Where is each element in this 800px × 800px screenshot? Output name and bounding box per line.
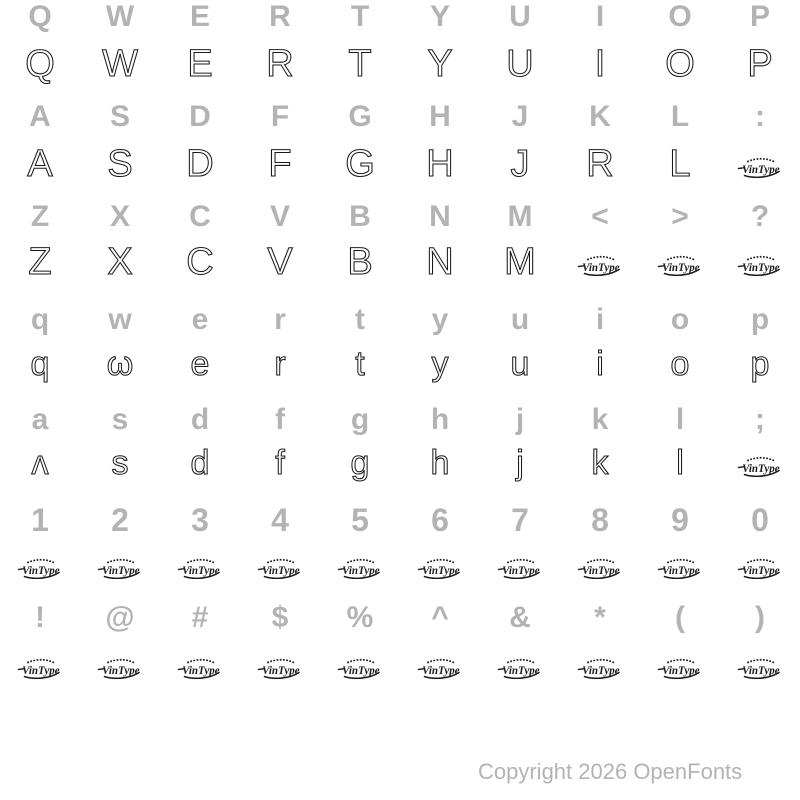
reference-char: ! bbox=[35, 601, 45, 634]
font-glyph: W bbox=[102, 43, 138, 85]
vintype-logo-icon bbox=[257, 655, 303, 679]
font-glyph: q bbox=[30, 345, 50, 383]
font-glyph: s bbox=[111, 444, 129, 482]
reference-char: d bbox=[190, 403, 210, 436]
font-glyph: r bbox=[274, 345, 286, 383]
reference-char: l bbox=[675, 403, 685, 436]
font-glyph: i bbox=[596, 345, 604, 383]
vintype-logo-icon bbox=[97, 555, 143, 579]
vintype-logo bbox=[80, 646, 160, 684]
reference-char: i bbox=[595, 303, 605, 336]
ref-row-digits bbox=[0, 502, 800, 538]
reference-char: 7 bbox=[511, 502, 529, 538]
vintype-logo bbox=[160, 646, 240, 684]
reference-char: p bbox=[750, 303, 770, 336]
reference-char: B bbox=[349, 200, 371, 233]
reference-char: Y bbox=[429, 0, 450, 33]
reference-char: $ bbox=[271, 601, 289, 634]
reference-char: H bbox=[429, 100, 451, 133]
vintype-logo-icon bbox=[17, 555, 63, 579]
reference-char: Z bbox=[30, 200, 50, 233]
font-glyph: f bbox=[275, 444, 285, 482]
reference-char: 3 bbox=[191, 502, 209, 538]
reference-char: y bbox=[431, 303, 449, 336]
font-glyph: y bbox=[431, 345, 449, 383]
reference-char: D bbox=[189, 100, 211, 133]
vintype-logo-icon bbox=[417, 555, 463, 579]
font-glyph: P bbox=[747, 43, 773, 85]
font-glyph: I bbox=[594, 43, 606, 85]
font-glyph: g bbox=[350, 444, 370, 482]
font-glyph: e bbox=[190, 345, 210, 383]
reference-char: * bbox=[594, 601, 606, 634]
font-glyph: T bbox=[348, 43, 372, 85]
reference-char: 1 bbox=[31, 502, 49, 538]
font-glyph: U bbox=[506, 43, 534, 85]
font-glyph: A bbox=[27, 143, 53, 185]
vintype-logo-icon bbox=[337, 555, 383, 579]
font-glyph: J bbox=[510, 143, 530, 185]
font-glyph: R bbox=[586, 143, 614, 185]
vintype-logo-icon bbox=[257, 555, 303, 579]
glyph-row-uppercase-zxcv bbox=[0, 236, 800, 288]
reference-char: 2 bbox=[111, 502, 129, 538]
font-glyph: t bbox=[355, 345, 365, 383]
reference-char: ? bbox=[750, 200, 770, 233]
reference-char: a bbox=[31, 403, 49, 436]
glyph-row-uppercase-asdf bbox=[0, 138, 800, 190]
reference-char: 0 bbox=[751, 502, 769, 538]
vintype-logo-icon bbox=[657, 655, 703, 679]
vintype-logo bbox=[240, 646, 320, 684]
reference-char: s bbox=[111, 403, 129, 436]
reference-char: o bbox=[670, 303, 690, 336]
vintype-logo bbox=[0, 646, 80, 684]
reference-char: 4 bbox=[271, 502, 289, 538]
reference-char: S bbox=[109, 100, 130, 133]
vintype-logo-icon bbox=[737, 252, 783, 276]
reference-char: V bbox=[269, 200, 290, 233]
ref-row-uppercase-qwerty bbox=[0, 0, 800, 34]
reference-char: N bbox=[429, 200, 451, 233]
font-glyph: E bbox=[187, 43, 213, 85]
reference-char: G bbox=[348, 100, 372, 133]
vintype-logo bbox=[80, 546, 160, 584]
vintype-logo-icon bbox=[657, 252, 703, 276]
font-glyph: G bbox=[345, 143, 375, 185]
vintype-logo bbox=[720, 145, 800, 183]
vintype-logo bbox=[720, 243, 800, 281]
font-glyph: h bbox=[430, 444, 450, 482]
ref-row-lowercase-asdf bbox=[0, 403, 800, 437]
vintype-logo-icon bbox=[497, 655, 543, 679]
reference-char: C bbox=[189, 200, 211, 233]
vintype-logo bbox=[720, 446, 800, 480]
font-glyph: B bbox=[347, 241, 373, 283]
ref-row-uppercase-zxcv bbox=[0, 200, 800, 234]
vintype-logo-icon bbox=[17, 655, 63, 679]
reference-char: I bbox=[595, 0, 605, 33]
font-glyph: S bbox=[107, 143, 133, 185]
reference-char: r bbox=[274, 303, 286, 336]
vintype-logo bbox=[720, 646, 800, 684]
vintype-logo bbox=[480, 646, 560, 684]
font-glyph: X bbox=[107, 241, 133, 283]
glyph-row-lowercase-asdf bbox=[0, 437, 800, 489]
reference-char: ^ bbox=[431, 601, 449, 634]
vintype-logo bbox=[640, 546, 720, 584]
reference-char: & bbox=[509, 601, 531, 634]
reference-char: : bbox=[755, 100, 765, 133]
font-glyph: R bbox=[266, 43, 294, 85]
font-glyph: p bbox=[750, 345, 770, 383]
reference-char: ) bbox=[755, 601, 765, 634]
font-glyph: o bbox=[670, 345, 690, 383]
vintype-logo-icon bbox=[737, 453, 783, 477]
vintype-logo bbox=[640, 646, 720, 684]
font-glyph: Q bbox=[25, 43, 55, 85]
reference-char: e bbox=[191, 303, 209, 336]
vintype-logo-icon bbox=[577, 252, 623, 276]
reference-char: R bbox=[269, 0, 291, 33]
reference-char: < bbox=[591, 200, 609, 233]
ref-row-uppercase-asdf bbox=[0, 100, 800, 134]
reference-char: h bbox=[430, 403, 450, 436]
reference-char: T bbox=[350, 0, 370, 33]
font-glyph: L bbox=[669, 143, 691, 185]
font-glyph: O bbox=[665, 43, 695, 85]
vintype-logo-icon bbox=[577, 555, 623, 579]
glyph-row-symbols bbox=[0, 646, 800, 684]
reference-char: M bbox=[507, 200, 533, 233]
reference-char: J bbox=[511, 100, 529, 133]
vintype-logo bbox=[0, 546, 80, 584]
vintype-logo bbox=[320, 546, 400, 584]
font-glyph: ω bbox=[106, 345, 134, 383]
vintype-logo-icon bbox=[337, 655, 383, 679]
reference-char: k bbox=[591, 403, 609, 436]
vintype-logo bbox=[240, 546, 320, 584]
vintype-logo-icon bbox=[577, 655, 623, 679]
vintype-logo bbox=[320, 646, 400, 684]
reference-char: % bbox=[346, 601, 374, 634]
reference-char: K bbox=[589, 100, 611, 133]
reference-char: P bbox=[749, 0, 770, 33]
vintype-logo bbox=[480, 546, 560, 584]
vintype-logo bbox=[400, 546, 480, 584]
font-glyph: d bbox=[190, 444, 210, 482]
vintype-logo-icon bbox=[497, 555, 543, 579]
vintype-logo-icon bbox=[657, 555, 703, 579]
reference-char: q bbox=[30, 303, 50, 336]
vintype-logo-icon bbox=[737, 555, 783, 579]
reference-char: w bbox=[108, 303, 132, 336]
reference-char: F bbox=[270, 100, 290, 133]
reference-char: j bbox=[515, 403, 525, 436]
vintype-logo-icon bbox=[177, 555, 223, 579]
reference-char: W bbox=[105, 0, 135, 33]
font-glyph: F bbox=[268, 143, 292, 185]
reference-char: # bbox=[191, 601, 209, 634]
glyph-row-digits bbox=[0, 546, 800, 584]
vintype-logo bbox=[560, 243, 640, 281]
reference-char: E bbox=[189, 0, 210, 33]
copyright-notice: Copyright 2026 OpenFonts bbox=[478, 759, 743, 784]
vintype-logo bbox=[560, 646, 640, 684]
reference-char: u bbox=[510, 303, 530, 336]
reference-char: @ bbox=[105, 601, 135, 634]
font-glyph: ʌ bbox=[31, 444, 49, 482]
reference-char: Q bbox=[28, 0, 52, 33]
font-glyph: Z bbox=[28, 241, 52, 283]
font-glyph: k bbox=[591, 444, 609, 482]
vintype-logo-icon bbox=[177, 655, 223, 679]
reference-char: g bbox=[350, 403, 370, 436]
reference-char: > bbox=[671, 200, 689, 233]
font-glyph: D bbox=[186, 143, 214, 185]
reference-char: ; bbox=[755, 403, 765, 436]
ref-row-symbols bbox=[0, 600, 800, 636]
font-glyph: N bbox=[426, 241, 454, 283]
reference-char: U bbox=[509, 0, 531, 33]
font-glyph: V bbox=[267, 241, 293, 283]
reference-char: A bbox=[29, 100, 51, 133]
font-glyph: C bbox=[186, 241, 214, 283]
font-glyph: Y bbox=[427, 43, 453, 85]
reference-char: 9 bbox=[671, 502, 689, 538]
ref-row-lowercase-qwerty bbox=[0, 303, 800, 337]
vintype-logo-icon bbox=[417, 655, 463, 679]
reference-char: ( bbox=[675, 601, 685, 634]
reference-char: t bbox=[355, 303, 365, 336]
font-glyph: M bbox=[504, 241, 536, 283]
reference-char: X bbox=[109, 200, 130, 233]
vintype-logo-icon bbox=[737, 154, 783, 178]
vintype-logo-icon bbox=[97, 655, 143, 679]
reference-char: 8 bbox=[591, 502, 609, 538]
vintype-logo-icon bbox=[737, 655, 783, 679]
font-glyph: j bbox=[516, 444, 524, 482]
reference-char: O bbox=[668, 0, 692, 33]
font-glyph: u bbox=[510, 345, 530, 383]
vintype-logo bbox=[560, 546, 640, 584]
font-glyph: H bbox=[426, 143, 454, 185]
reference-char: L bbox=[670, 100, 690, 133]
vintype-logo bbox=[160, 546, 240, 584]
font-glyph: l bbox=[676, 444, 684, 482]
vintype-logo bbox=[720, 546, 800, 584]
reference-char: 5 bbox=[351, 502, 369, 538]
reference-char: f bbox=[275, 403, 285, 436]
glyph-row-uppercase-qwerty bbox=[0, 38, 800, 90]
vintype-logo bbox=[400, 646, 480, 684]
glyph-row-lowercase-qwerty bbox=[0, 338, 800, 390]
reference-char: 6 bbox=[431, 502, 449, 538]
vintype-logo bbox=[640, 243, 720, 281]
